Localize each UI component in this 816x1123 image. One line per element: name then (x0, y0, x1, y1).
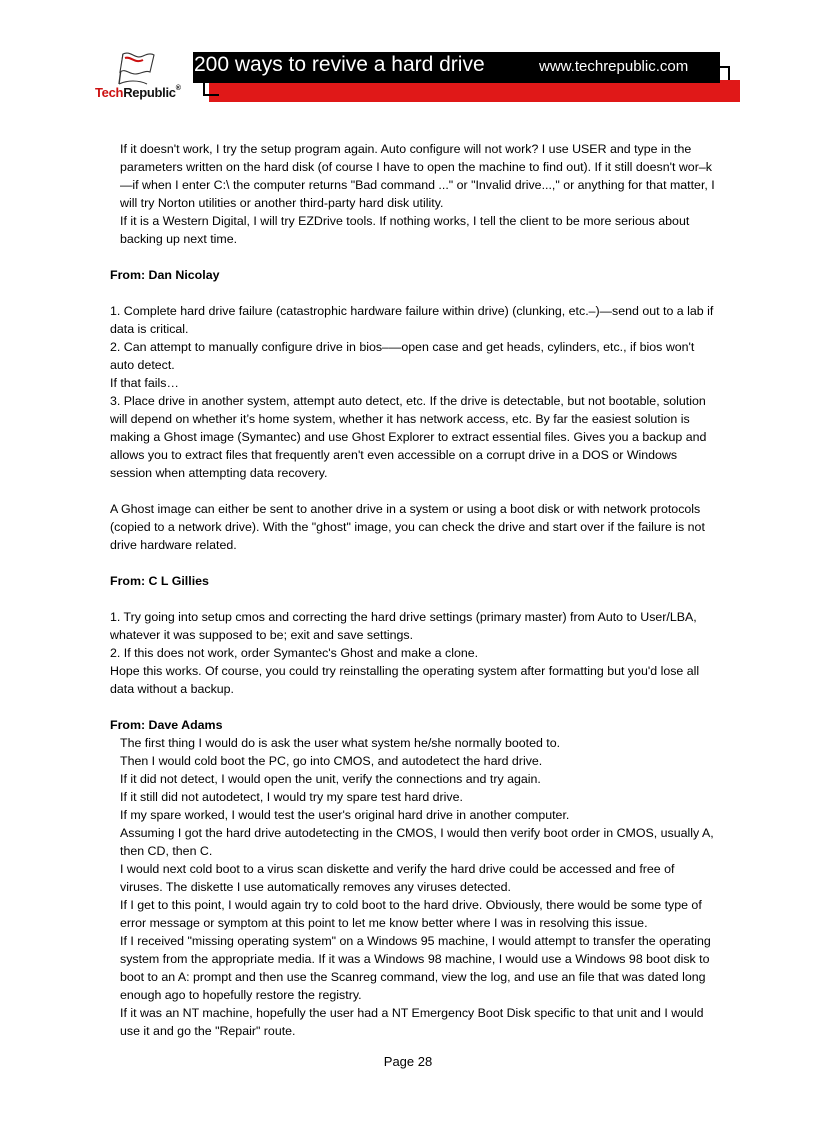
paragraph: If my spare worked, I would test the user's original hard drive in another computer. (120, 808, 570, 822)
logo-registered-mark: ® (175, 85, 181, 92)
paragraph: If it was an NT machine, hopefully the user had a NT Emergency Boot Disk specific to that unit and I would use it and go the "Repair" route. (120, 1006, 704, 1038)
paragraph: Assuming I got the hard drive autodetecting in the CMOS, I would then verify boot order in CMOS, usually A, then CD, then C. (120, 826, 714, 858)
header-title-bar (193, 52, 720, 83)
site-url: www.techrepublic.com (539, 58, 689, 75)
paragraph: If it doesn't work, I try the setup program again. Auto configure will not work? I use USER and type in the parameters written on the hard disk (of course I have to open the machine to find out). If it still doesn't wor–k—if when I enter C:\ the computer returns "Bad command ..." or "Invalid drive...," or anything for that matter, I will try Norton utilities or another third-party hard disk utility. (120, 142, 715, 210)
paragraph: If it is a Western Digital, I will try EZDrive tools. If nothing works, I tell the client to be more serious about backing up next time. (120, 214, 690, 246)
document-title: 200 ways to revive a hard drive (194, 53, 485, 76)
page-header (0, 0, 816, 110)
author-heading: From: Dan Nicolay (110, 268, 220, 282)
logo-text-republic: Republic (123, 85, 176, 100)
paragraph: If I get to this point, I would again try to cold boot to the hard drive. Obviously, there would be some type of error message or symptom at this point to let me know better where I was in resolving this issue. (120, 898, 702, 930)
header-frame-line (728, 66, 730, 80)
page-number: Page 28 (383, 1054, 433, 1069)
paragraph: The first thing I would do is ask the user what system he/she normally booted to. (120, 736, 561, 750)
paragraph: 2. If this does not work, order Symantec's Ghost and make a clone. (110, 646, 479, 660)
header-red-bar (209, 80, 740, 102)
intro-block (110, 140, 720, 248)
paragraph: 1. Complete hard drive failure (catastrophic hardware failure within drive) (clunking, etc.–)—send out to a lab if data is critical. (110, 304, 714, 336)
paragraph: A Ghost image can either be sent to another drive in a system or using a boot disk or with network protocols (copied to a network drive). With the "ghost" image, you can check the drive and start over if the failure is not drive hardware related. (110, 502, 705, 552)
logo-text-tech: Tech (95, 85, 124, 100)
author-heading: From: C L Gillies (110, 574, 209, 588)
flag-icon (113, 50, 157, 86)
paragraph: If it still did not autodetect, I would try my spare test hard drive. (120, 790, 463, 804)
paragraph: If it did not detect, I would open the unit, verify the connections and try again. (120, 772, 541, 786)
page-body (110, 140, 720, 1040)
dave-adams-block (110, 734, 720, 1040)
paragraph: 2. Can attempt to manually configure drive in bios–—open case and get heads, cylinders, etc., if bios won't auto detect. (110, 340, 695, 372)
author-heading: From: Dave Adams (110, 718, 223, 732)
header-frame-line (203, 94, 219, 96)
paragraph: Hope this works. Of course, you could try reinstalling the operating system after formatting but you'd lose all data without a backup. (110, 664, 700, 696)
paragraph: If that fails… (110, 376, 179, 390)
paragraph: I would next cold boot to a virus scan diskette and verify the hard drive could be accessed and free of viruses. The diskette I use automatically removes any viruses detected. (120, 862, 675, 894)
paragraph: If I received "missing operating system" on a Windows 95 machine, I would attempt to transfer the operating system from the appropriate media. If it was a Windows 98 machine, I would use a Windows 98 boot disk to boot to an A: prompt and then use the Scanreg command, view the log, and use an file that was dated long enough ago to hopefully restore the registry. (120, 934, 711, 1002)
paragraph: 3. Place drive in another system, attempt auto detect, etc. If the drive is detectable, but not bootable, solution will depend on whether it’s home system, whether it has network access, etc. By far the easiest solution is making a Ghost image (Symantec) and use Ghost Explorer to extract essential files. Gives you a backup and allows you to extract files that frequently aren't even accessible on a corrupt drive in a DOS or Windows session when attempting data recovery. (110, 394, 707, 480)
paragraph: 1. Try going into setup cmos and correcting the hard drive settings (primary master) from Auto to User/LBA, whatever it was supposed to be; exit and save settings. (110, 610, 697, 642)
techrepublic-logo (95, 50, 185, 102)
paragraph: Then I would cold boot the PC, go into CMOS, and autodetect the hard drive. (120, 754, 543, 768)
